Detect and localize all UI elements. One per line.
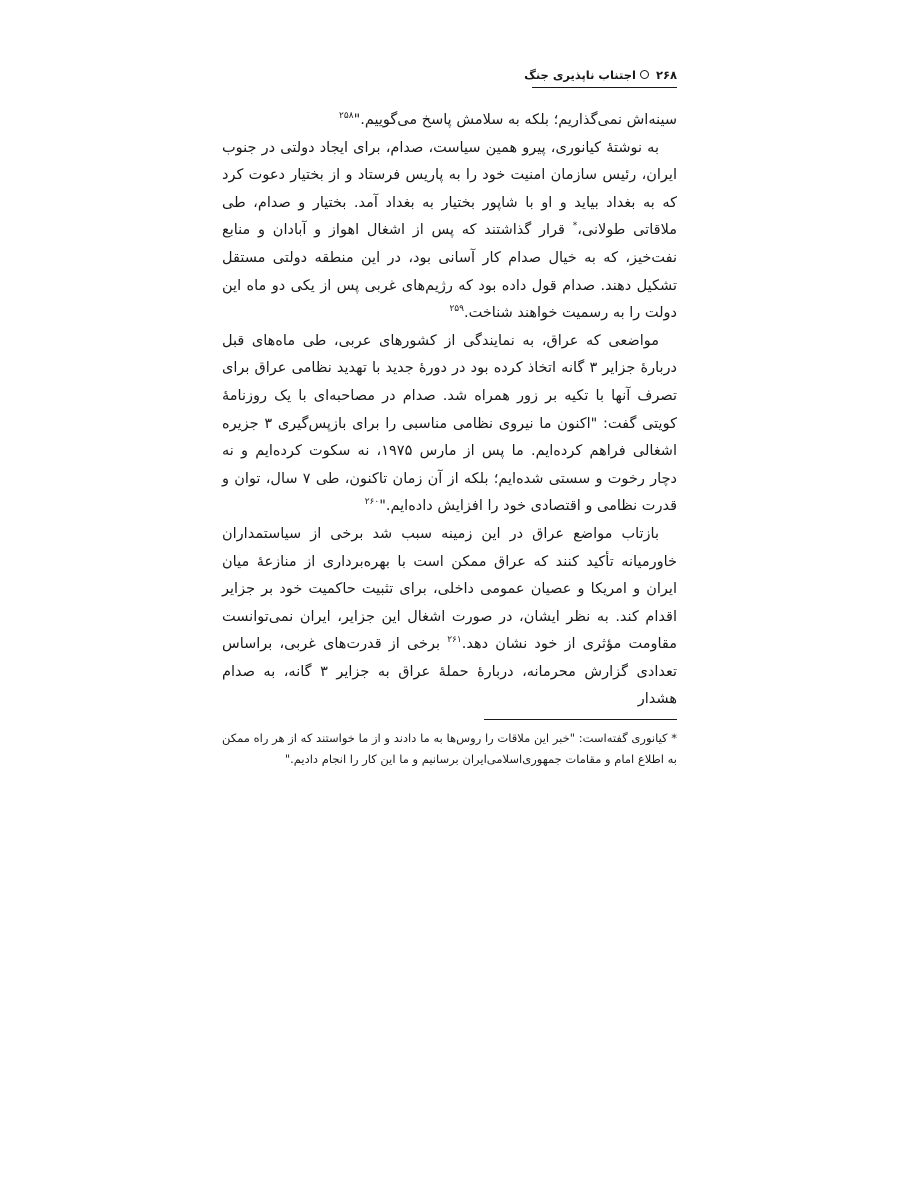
- paragraph-text-continued: برخی از قدرت‌های غربی، براساس تعدادی گزارش محرمانه، دربارهٔ حملهٔ عراق به جزایر ۳ گانه، به صدام هشدار: [222, 636, 677, 708]
- footnote-marker: *: [572, 221, 578, 232]
- running-header: [222, 66, 677, 84]
- paragraph-text: بازتاب مواضع عراق در این زمینه سبب شد برخی از سیاستمداران خاورمیانه تأکید کنند که عراق ممکن است با بهره‌برداری از منازعهٔ میان ایران و امریکا و عصیان عمومی داخلی، برای تثبیت حاکمیت خود بر جزایر اقدام کند. به نظر ایشان، در صورت اشغال این جزایر، ایران نمی‌توانست مقاومت مؤثری از خود نشان دهد.: [222, 525, 677, 653]
- circle-separator-icon: [640, 70, 649, 79]
- book-title: اجتناب ناپذیری جنگ: [524, 68, 636, 82]
- page-number: ۲۶۸: [655, 68, 677, 82]
- footnote: [222, 728, 677, 770]
- paragraph: [222, 135, 677, 328]
- paragraph-text: سینه‌اش نمی‌گذاریم؛ بلکه به سلامش پاسخ می‌گوییم.": [353, 112, 677, 128]
- header-rule: [532, 87, 677, 88]
- endnote-ref: ۲۶۱: [447, 635, 462, 646]
- endnote-ref: ۲۶۰: [364, 497, 380, 508]
- paragraph-text: مواضعی که عراق، به نمایندگی از کشورهای عربی، طی ماه‌های قبل دربارهٔ جزایر ۳ گانه اتخاذ کرده بود در دورهٔ جدید با تهدید نظامی عراق برای تصرف آنها با تکیه بر زور همراه شد. صدام در مصاحبه‌ای با یک روزنامهٔ کویتی گفت: "اکنون ما نیروی نظامی مناسبی را برای بازپس‌گیری ۳ جزیره اشغالی فراهم کرده‌ایم. ما پس از مارس ۱۹۷۵، نه سکوت کرده‌ایم و نه دچار رخوت و سستی شده‌ایم؛ بلکه از آن زمان تاکنون، طی ۷ سال، توان و قدرت نظامی و اقتصادی خود را افزایش داده‌ایم.": [222, 332, 677, 515]
- paragraph-text: به نوشتهٔ کیانوری، پیرو همین سیاست، صدام، برای ایجاد دولتی در جنوب ایران، رئیس سازمان امنیت خود را به پاریس فرستاد و از بختیار دعوت کرد که به بغداد بیاید و او با شاپور بختیار به بغداد آمد. بختیار و صدام، طی ملاقاتی طولانی،: [222, 139, 677, 239]
- footnote-text: * کیانوری گفته‌است: "خبر این ملاقات را روس‌ها به ما دادند و از ما خواستند که از هر راه ممکن به اطلاع امام و مقامات جمهوری‌اسلامی‌ایران برسانیم و ما این کار را انجام دادیم.": [222, 731, 677, 766]
- endnote-ref: ۲۵۸: [339, 111, 354, 122]
- paragraph-continuation: [222, 107, 677, 135]
- endnote-ref: ۲۵۹: [449, 304, 464, 315]
- paragraph-text-continued: قرار گذاشتند که پس از اشغال اهواز و آبادان و منابع نفت‌خیز، که به خیال صدام کار آسانی بود، در این منطقه دولتی مستقل تشکیل دهند. صدام قول داده بود که رژیم‌های غربی پس از یکی دو ماه این دولت را به رسمیت خواهند شناخت.: [222, 222, 677, 322]
- footnote-rule: [484, 719, 677, 720]
- paragraph: [222, 521, 677, 714]
- main-text: [222, 107, 677, 714]
- paragraph: [222, 328, 677, 521]
